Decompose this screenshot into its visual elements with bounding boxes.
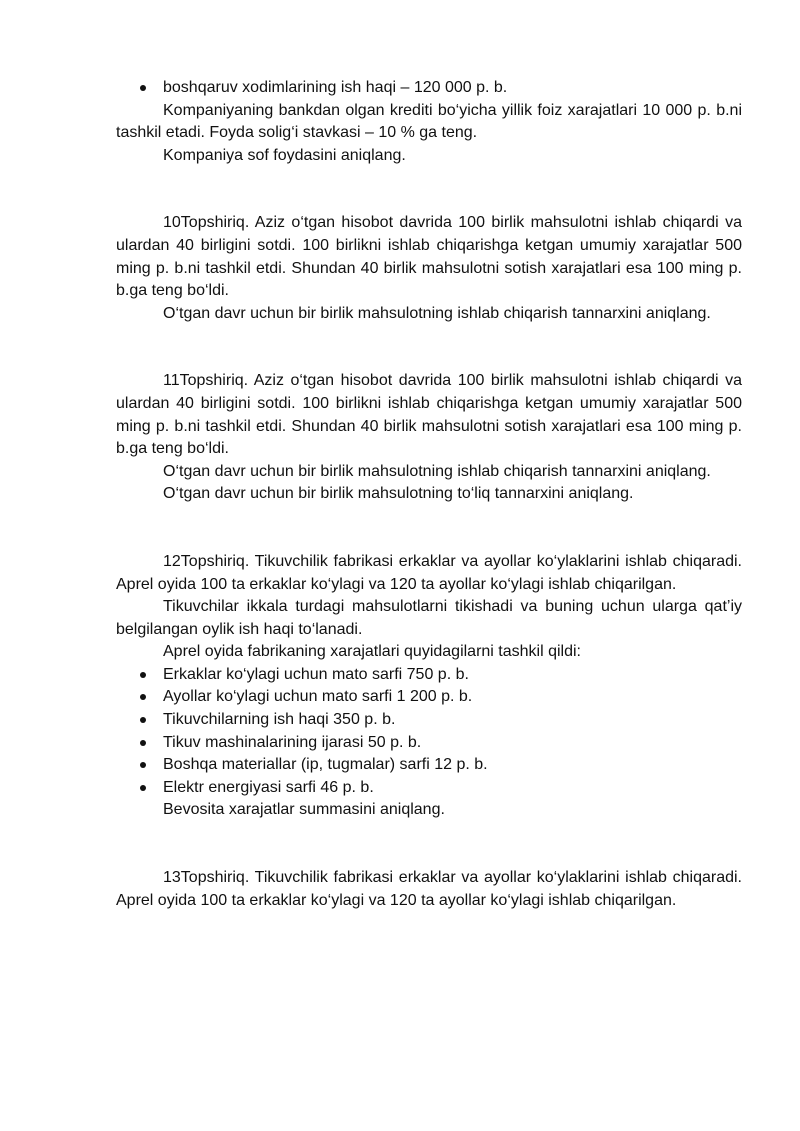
bullet-text: Erkaklar ko‘ylagi uchun mato sarfi 750 p. b. xyxy=(163,665,469,683)
bullet-icon xyxy=(140,717,146,723)
paragraph: Kompaniya sof foydasini aniqlang. xyxy=(163,146,406,164)
task-question: O‘tgan davr uchun bir birlik mahsulotning to‘liq tannarxini aniqlang. xyxy=(163,485,634,503)
bullet-icon xyxy=(140,740,146,746)
spacer xyxy=(116,506,742,551)
spacer xyxy=(116,167,742,212)
list-item xyxy=(116,77,742,100)
bullet-icon xyxy=(140,762,146,768)
bullet-text: boshqaruv xodimlarining ish haqi – 120 000 p. b. xyxy=(163,79,508,96)
task-paragraph: 13Topshiriq. Tikuvchilik fabrikasi erkaklar va ayollar ko‘ylaklarini ishlab chiqaradi. Aprel oyida 100 ta erkaklar ko‘ylagi va 120 ta ayollar ko‘ylagi ishlab chiqarilgan. xyxy=(116,869,742,909)
task-question: Bevosita xarajatlar summasini aniqlang. xyxy=(163,801,445,819)
task-paragraph: Aprel oyida fabrikaning xarajatlari quyidagilarni tashkil qildi: xyxy=(163,643,581,661)
task-paragraph: 10Topshiriq. Aziz o‘tgan hisobot davrida 100 birlik mahsulotni ishlab chiqardi va ulardan 40 birligini sotdi. 100 birlikni ishlab chiqarishga ketgan umumiy xarajatlar 500 ming p. b.ni tashkil etdi. Shundan 40 birlik mahsulotni sotish xarajatlari esa 100 ming p. b.ga teng bo‘ldi. xyxy=(116,214,742,300)
list-item xyxy=(116,686,742,709)
bullet-text: Tikuv mashinalarining ijarasi 50 p. b. xyxy=(163,733,422,751)
list-item xyxy=(116,777,742,800)
list-item xyxy=(116,709,742,732)
task-question: O‘tgan davr uchun bir birlik mahsulotning ishlab chiqarish tannarxini aniqlang. xyxy=(163,462,711,480)
list-item xyxy=(116,754,742,777)
list-item xyxy=(116,732,742,755)
task-10 xyxy=(116,212,742,325)
task-11 xyxy=(116,370,742,506)
bullet-icon xyxy=(140,672,146,678)
bullet-icon xyxy=(140,694,146,700)
paragraph: Kompaniyaning bankdan olgan krediti bo‘yicha yillik foiz xarajatlari 10 000 p. b.ni tashkil etadi. Foyda solig‘i stavkasi – 10 % ga teng. xyxy=(116,101,742,142)
spacer xyxy=(116,822,742,867)
document-body xyxy=(116,77,742,912)
bullet-text: Boshqa materiallar (ip, tugmalar) sarfi 12 p. b. xyxy=(163,756,488,774)
bullet-text: Elektr energiyasi sarfi 46 p. b. xyxy=(163,778,374,796)
spacer xyxy=(116,325,742,370)
task-13 xyxy=(116,867,742,912)
bullet-text: Ayollar ko‘ylagi uchun mato sarfi 1 200 p. b. xyxy=(163,688,473,706)
task-paragraph: 12Topshiriq. Tikuvchilik fabrikasi erkaklar va ayollar ko‘ylaklarini ishlab chiqaradi. Aprel oyida 100 ta erkaklar ko‘ylagi va 120 ta ayollar ko‘ylagi ishlab chiqarilgan. xyxy=(116,552,742,593)
task-paragraph: 11Topshiriq. Aziz o‘tgan hisobot davrida 100 birlik mahsulotni ishlab chiqardi va ulardan 40 birligini sotdi. 100 birlikni ishlab chiqarishga ketgan umumiy xarajatlar 500 ming p. b.ni tashkil etdi. Shundan 40 birlik mahsulotni sotish xarajatlari esa 100 ming p. b.ga teng bo‘ldi. xyxy=(116,372,742,458)
bullet-icon xyxy=(140,85,146,91)
bullet-icon xyxy=(140,785,146,791)
expense-list xyxy=(116,664,742,800)
task-question: O‘tgan davr uchun bir birlik mahsulotning ishlab chiqarish tannarxini aniqlang. xyxy=(163,304,711,322)
top-bullet-list xyxy=(116,77,742,100)
list-item xyxy=(116,664,742,687)
bullet-text: Tikuvchilarning ish haqi 350 p. b. xyxy=(163,711,396,729)
task-paragraph: Tikuvchilar ikkala turdagi mahsulotlarni tikishadi va buning uchun ularga qat’iy belgilangan oylik ish haqi to‘lanadi. xyxy=(116,598,742,638)
task-12 xyxy=(116,551,742,822)
